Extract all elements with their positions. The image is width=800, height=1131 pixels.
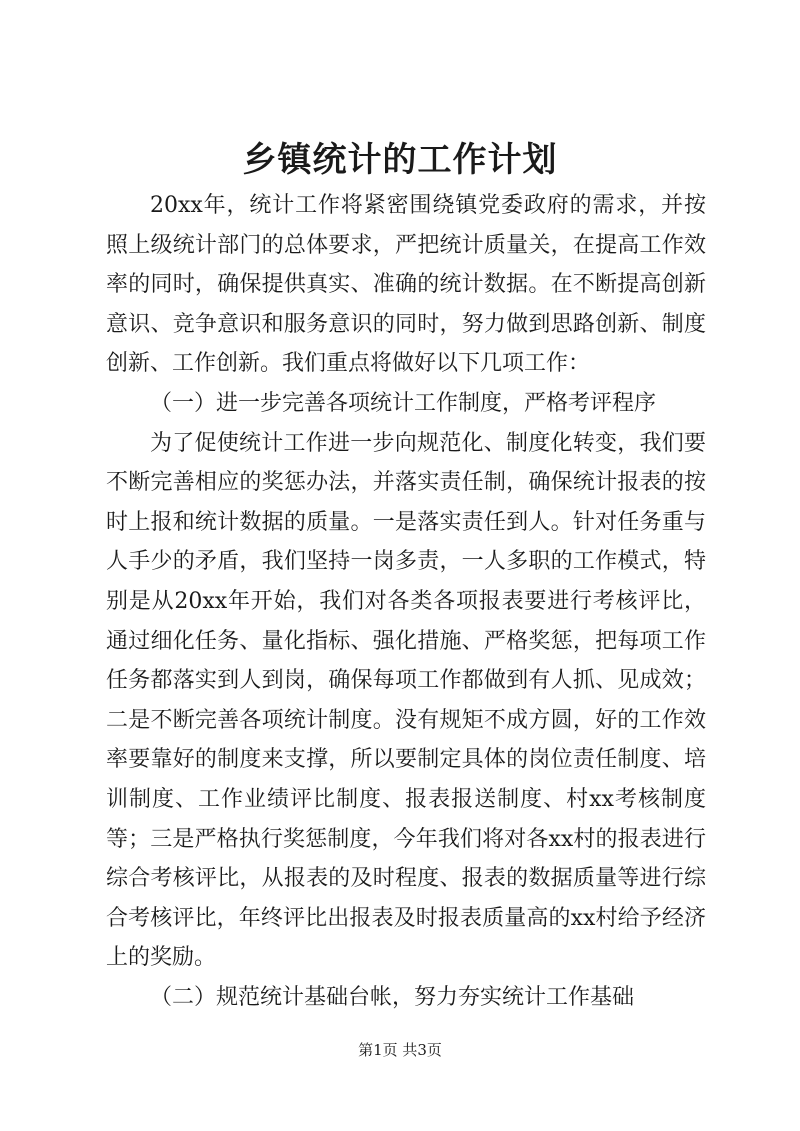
- document-body: [106, 186, 706, 1017]
- section-heading-2: （二）规范统计基础台帐，努力夯实统计工作基础: [150, 984, 635, 1010]
- section-heading-1: （一）进一步完善各项统计工作制度，严格考评程序: [150, 390, 657, 416]
- intro-paragraph: 20xx年，统计工作将紧密围绕镇党委政府的需求，并按照上级统计部门的总体要求，严把统计质量关，在提高工作效率的同时，确保提供真实、准确的统计数据。在不断提高创新意识、竞争意识和服务意识的同时，努力做到思路创新、制度创新、工作创新。我们重点将做好以下几项工作：: [106, 193, 706, 377]
- section-1-paragraph: 为了促使统计工作进一步向规范化、制度化转变，我们要不断完善相应的奖惩办法，并落实责任制，确保统计报表的按时上报和统计数据的质量。一是落实责任到人。针对任务重与人手少的矛盾，我们坚持一岗多责，一人多职的工作模式，特别是从20xx年开始，我们对各类各项报表要进行考核评比，通过细化任务、量化指标、强化措施、严格奖惩，把每项工作任务都落实到人到岗，确保每项工作都做到有人抓、见成效；二是不断完善各项统计制度。没有规矩不成方圆，好的工作效率要靠好的制度来支撑，所以要制定具体的岗位责任制度、培训制度、工作业绩评比制度、报表报送制度、村xx考核制度等；三是严格执行奖惩制度，今年我们将对各xx村的报表进行综合考核评比，从报表的及时程度、报表的数据质量等进行综合考核评比，年终评比出报表及时报表质量高的xx村给予经济上的奖励。: [106, 430, 706, 971]
- page-footer: 第1页 共3页: [358, 1041, 442, 1059]
- document-title: 乡镇统计的工作计划: [242, 140, 558, 180]
